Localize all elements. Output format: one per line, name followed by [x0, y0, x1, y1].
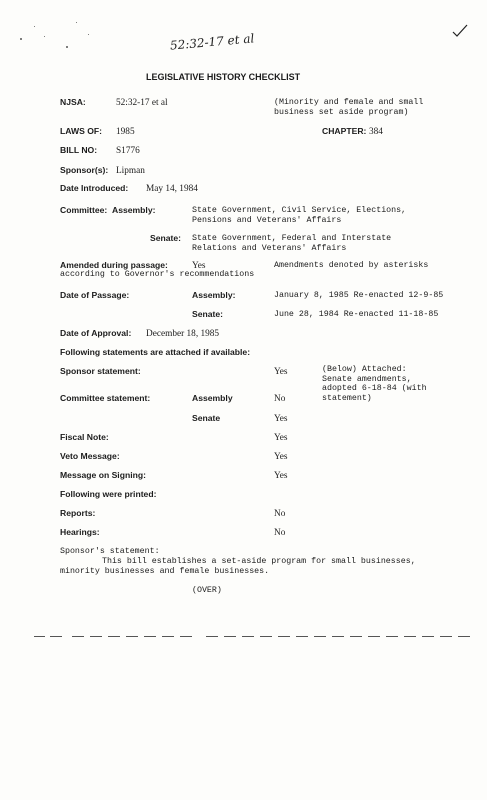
hearings-value: No: [274, 528, 286, 538]
scan-speck: [88, 34, 89, 35]
approval-label: Date of Approval:: [60, 328, 132, 338]
veto-message-value: Yes: [274, 452, 288, 462]
committee-statement-assembly-label: Assembly: [192, 393, 233, 403]
committee-statement-assembly-value: No: [274, 394, 286, 404]
fiscal-note-label: Fiscal Note:: [60, 432, 109, 442]
amended-note: Amendments denoted by asterisks: [274, 261, 429, 270]
approval-value: December 18, 1985: [146, 329, 220, 339]
sponsors-label: Sponsor(s):: [60, 165, 109, 175]
passage-assembly-label: Assembly:: [192, 290, 236, 300]
sponsors-statement-label: Sponsor's statement:: [60, 547, 160, 556]
njsa-value: 52:32-17 et al: [116, 98, 168, 108]
sponsor-statement-label: Sponsor statement:: [60, 366, 141, 376]
committee-label: Committee:: [60, 205, 108, 215]
bill-no-value: S1776: [116, 146, 140, 156]
laws-of-label: LAWS OF:: [60, 126, 103, 136]
passage-assembly-value: January 8, 1985 Re-enacted 12-9-85: [274, 291, 444, 300]
committee-statement-senate-label: Senate: [192, 413, 221, 423]
passage-senate-value: June 28, 1984 Re-enacted 11-18-85: [274, 310, 439, 319]
scan-speck: [20, 38, 22, 40]
fiscal-note-value: Yes: [274, 433, 288, 443]
message-on-signing-value: Yes: [274, 471, 288, 481]
committee-assembly-label: Assembly:: [112, 205, 156, 215]
sponsor-statement-note: (Below) Attached: Senate amendments, adopted 6-18-84 (with statement): [322, 365, 427, 403]
amended-label: Amended during passage:: [60, 260, 168, 270]
date-introduced-value: May 14, 1984: [146, 184, 198, 194]
committee-statement-label: Committee statement:: [60, 393, 151, 403]
sponsor-statement-value: Yes: [274, 367, 288, 377]
check-mark-icon: [452, 24, 468, 38]
message-on-signing-label: Message on Signing:: [60, 470, 146, 480]
njsa-note: (Minority and female and small business set aside program): [274, 98, 424, 117]
page-title: LEGISLATIVE HISTORY CHECKLIST: [146, 72, 301, 82]
amended-sub: according to Governor's recommendations: [60, 270, 255, 279]
handwritten-reference: 52:32-17 et al: [169, 31, 255, 53]
njsa-label: NJSA:: [60, 97, 86, 107]
hearings-label: Hearings:: [60, 527, 100, 537]
over-note: (OVER): [192, 586, 222, 595]
scan-speck: [34, 26, 35, 27]
reports-value: No: [274, 509, 286, 519]
committee-statement-senate-value: Yes: [274, 414, 288, 424]
statements-header: Following statements are attached if available:: [60, 347, 251, 357]
committee-senate-label: Senate:: [150, 233, 182, 243]
committee-assembly-value: State Government, Civil Service, Elections, Pensions and Veterans' Affairs: [192, 206, 407, 225]
printed-header: Following were printed:: [60, 489, 157, 499]
scan-speck: [44, 36, 45, 37]
amended-value: Yes: [192, 261, 206, 271]
sponsors-value: Lipman: [116, 166, 145, 176]
scan-speck: [66, 46, 68, 48]
scan-speck: [76, 22, 77, 23]
passage-senate-label: Senate:: [192, 309, 224, 319]
passage-label: Date of Passage:: [60, 290, 130, 300]
bill-no-label: BILL NO:: [60, 145, 98, 155]
reports-label: Reports:: [60, 508, 96, 518]
date-introduced-label: Date Introduced:: [60, 183, 129, 193]
veto-message-label: Veto Message:: [60, 451, 120, 461]
committee-senate-value: State Government, Federal and Interstate Relations and Veterans' Affairs: [192, 234, 392, 253]
laws-of-value: 1985: [116, 127, 135, 137]
sponsors-statement-text: This bill establishes a set-aside program for small businesses, minority businesses and female businesses.: [60, 557, 416, 576]
chapter-label: CHAPTER:: [322, 126, 367, 136]
chapter-value: 384: [369, 127, 383, 137]
